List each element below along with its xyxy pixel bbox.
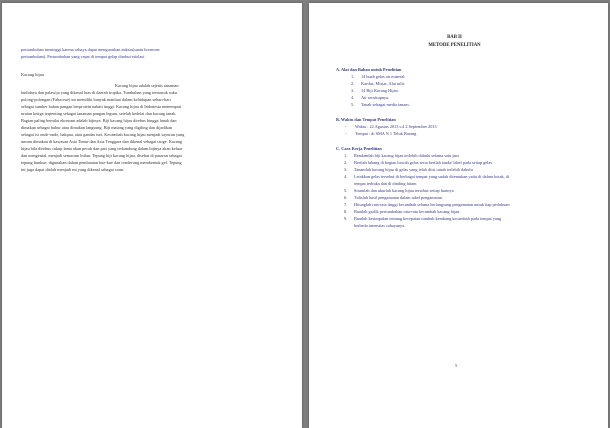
document-page-right bbox=[309, 3, 608, 428]
intro-line: pertumbuhan meninggi karena cahaya dapat menguraikan auksin(suatu hormone bbox=[21, 47, 160, 52]
document-page-left bbox=[2, 3, 302, 428]
list-item: 1. Rendamlah biji kacang hijau terlebih dahulu selama satu jam bbox=[344, 153, 459, 158]
list-item: 7. Hitunglah rata-rata tinggi kecambah selama berlangsung pengamatan untuk tiap perlakuan. bbox=[344, 202, 511, 207]
section-a-title: A. Alat dan Bahan untuk Penelitian bbox=[336, 67, 402, 72]
paragraph-line: hijau bila direbus cukup lama akan pecah dan pati yang terkandung dalam bijinya akan keluar bbox=[21, 146, 183, 151]
paragraph-line: umum dimakan di kawasan Asia Timur dan Asia Tenggara dan dikenal sebagai taoge. Kacang bbox=[21, 139, 182, 144]
list-item: 3. Tanamlah kacang hijau di gelas yang telah diisi tanah terlebih dahulu bbox=[344, 167, 473, 172]
list-item: 4. Air secukupnya. bbox=[351, 95, 390, 100]
paragraph-line: Bagian paling bernilai ekonomi adalah bijinya. Biji kacang hijau direbus hingga lunak dan bbox=[21, 118, 177, 123]
paragraph-line: Kacang hijau adalah sejenis tanaman bbox=[115, 83, 179, 88]
chapter-number: BAB II bbox=[447, 35, 462, 40]
list-item: berbeda intensitas cahayanya. bbox=[354, 223, 406, 228]
chapter-title: METODE PENELITIAN bbox=[428, 43, 481, 48]
list-item: 9. Buatlah kesimpulan tentang kecepatan tumbuh kembang kecambah pada tempat yang bbox=[344, 216, 502, 221]
list-item: - Waktu : 22 Agustus 2013 s.d 2 September 2013 bbox=[345, 124, 437, 129]
paragraph-line: dimakan sebagai bubur atau dimakan langsung. Biji matang yang digiling dan dijadikan bbox=[21, 125, 173, 130]
paragraph-line: budidaya dan palawija yang dikenal luas di daerah tropika. Tumbuhan yang termasuk suku bbox=[21, 90, 177, 95]
list-item: 6. Tulislah hasil pengamatan dalam tabel pengamatan. bbox=[344, 195, 443, 200]
paragraph-line: tepung hunkue, digunakan dalam pembuatan kue-kue dan cenderung membentuk gel. Tepung bbox=[21, 160, 182, 165]
list-item: 5. Siramlah dan ukurlah kacang hijau tersebut setiap harinya bbox=[344, 188, 454, 193]
paragraph-line: sebagai sumber bahan pangan berprotein nabati tinggi. Kacang hijau di Indonesia menempati bbox=[21, 104, 182, 109]
paragraph-line: polong-polongan (Fabaceae) ini memiliki banyak manfaat dalam kehidupan sehari-hari bbox=[21, 97, 171, 102]
list-item: tempat terbuka dan di dinding hitam bbox=[354, 181, 417, 186]
paragraph-line: urutan ketiga terpenting sebagai tanaman pangan legum, setelah kedelai dan kacang tanah. bbox=[21, 111, 177, 116]
section-heading-kacang-hijau: Kacang hijau bbox=[21, 72, 44, 77]
list-item: 8. Buatlah grafik pertumbuhan rata-rata kecambah kacang hijau. bbox=[344, 209, 461, 214]
section-b-title: B. Waktu dan Tempat Penelitian bbox=[336, 117, 396, 122]
page-number: 5 bbox=[455, 363, 458, 368]
list-item: 1. 14 buah gelas air mineral. bbox=[351, 74, 406, 79]
paragraph-line: ini juga dapat diolah menjadi mi yang dikenal sebagai soun. bbox=[21, 167, 125, 172]
section-c-title: C. Cara Kerja Penelitian bbox=[336, 146, 382, 151]
intro-line: pertumbuhan). Pertumbuhan yang cepat di tempat gelap disebut etiolasi. bbox=[21, 54, 146, 59]
list-item: 5. Tanah sebagai media tanam. bbox=[351, 102, 410, 107]
list-item: 2. Berilah lubang di bagian bawah gelas serta berilah tanda/ label pada setiap gelas bbox=[344, 160, 492, 165]
paragraph-line: dan mengental, menjadi semacam bubur. Tepung biji kacang hijau, disebut di pasaran sebagai bbox=[21, 153, 182, 158]
paragraph-line: sebagai isi onde-onde, bakpau, atau gandas turi. Kecambah kacang hijau menjadi sayuran yang bbox=[21, 132, 185, 137]
list-item: - Tempat : di SMA N 1 Teluk Barang bbox=[345, 131, 417, 136]
list-item: 4. Letakkan gelas tersebut di berbagai tempat yang sudah ditentukan yaitu di dalam kotak, di bbox=[344, 174, 510, 179]
list-item: 3. 14 Biji Kacang Hijau. bbox=[351, 88, 399, 93]
list-item: 2. Kardus, Mistar, Alat tulis bbox=[351, 81, 405, 86]
